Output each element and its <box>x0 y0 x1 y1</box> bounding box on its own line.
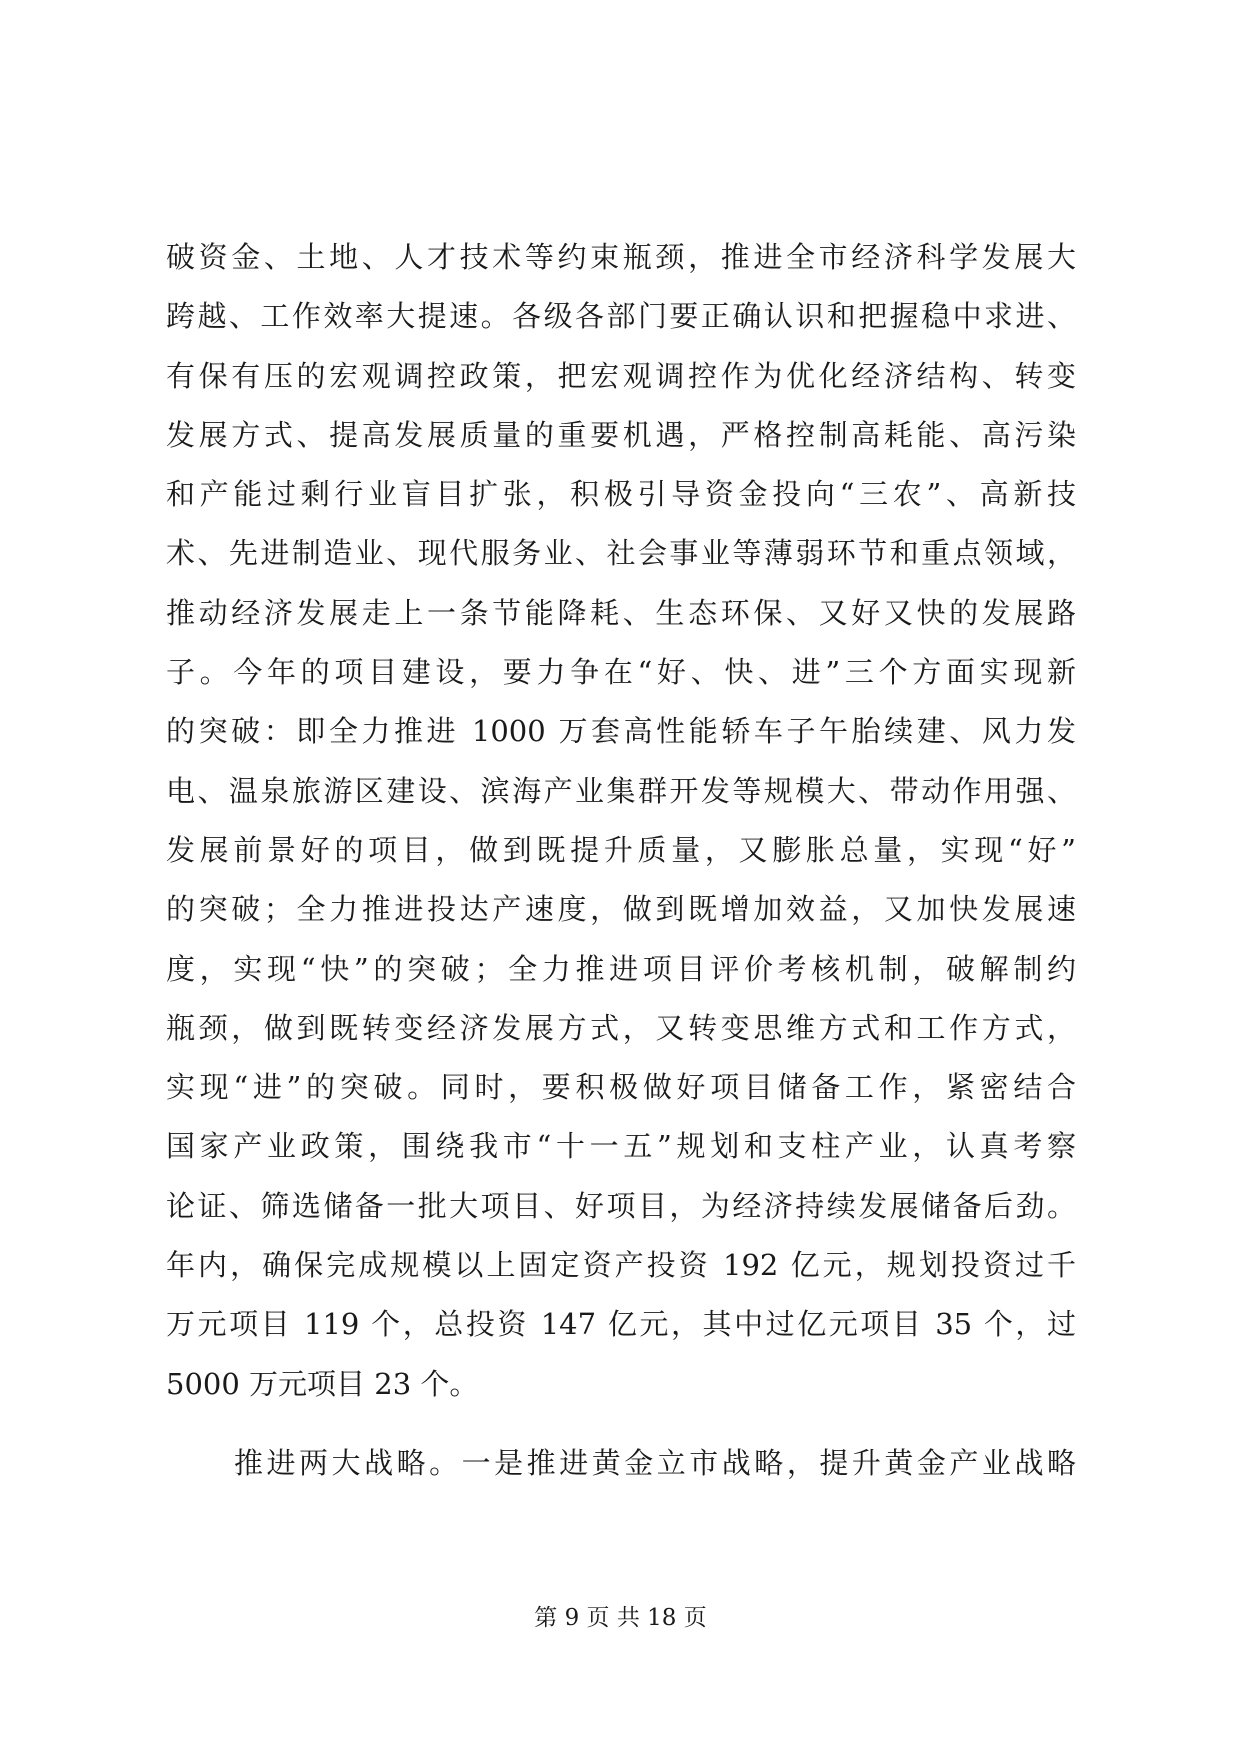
text-line: 发展方式、提高发展质量的重要机遇，严格控制高耗能、高污染 <box>166 417 1076 452</box>
paragraph-spacer <box>166 1414 1076 1434</box>
text-line: 实现“进”的突破。同时，要积极做好项目储备工作，紧密结合 <box>166 1070 1076 1105</box>
body-text <box>166 228 1076 1493</box>
page-footer: 第 9 页 共 18 页 <box>534 1605 707 1631</box>
paragraph-2 <box>166 1434 1076 1493</box>
text-line: 跨越、工作效率大提速。各级各部门要正确认识和把握稳中求进、 <box>166 299 1076 334</box>
text-line: 5000 万元项目 23 个。 <box>166 1366 479 1401</box>
text-line: 国家产业政策，围绕我市“十一五”规划和支柱产业，认真考察 <box>166 1129 1076 1164</box>
text-line: 的突破；全力推进投达产速度，做到既增加效益，又加快发展速 <box>166 892 1076 927</box>
text-line: 电、温泉旅游区建设、滨海产业集群开发等规模大、带动作用强、 <box>166 773 1076 808</box>
text-line: 发展前景好的项目，做到既提升质量，又膨胀总量，实现“好” <box>166 832 1076 867</box>
text-line: 推动经济发展走上一条节能降耗、生态环保、又好又快的发展路 <box>166 595 1076 630</box>
text-line: 子。今年的项目建设，要力争在“好、快、进”三个方面实现新 <box>166 655 1076 690</box>
text-line: 推进两大战略。一是推进黄金立市战略，提升黄金产业战略 <box>234 1445 1076 1480</box>
text-line: 年内，确保完成规模以上固定资产投资 192 亿元，规划投资过千 <box>166 1248 1076 1283</box>
text-line: 破资金、土地、人才技术等约束瓶颈，推进全市经济科学发展大 <box>166 240 1076 274</box>
text-line: 术、先进制造业、现代服务业、社会事业等薄弱环节和重点领域， <box>166 536 1076 571</box>
text-line: 万元项目 119 个，总投资 147 亿元，其中过亿元项目 35 个，过 <box>166 1307 1076 1342</box>
text-line: 有保有压的宏观调控政策，把宏观调控作为优化经济结构、转变 <box>166 358 1076 393</box>
text-line: 和产能过剩行业盲目扩张，积极引导资金投向“三农”、高新技 <box>166 477 1076 512</box>
paragraph-1 <box>166 228 1076 1414</box>
text-line: 度，实现“快”的突破；全力推进项目评价考核机制，破解制约 <box>166 951 1076 986</box>
text-line: 的突破：即全力推进 1000 万套高性能轿车子午胎续建、风力发 <box>166 714 1076 749</box>
text-line: 论证、筛选储备一批大项目、好项目，为经济持续发展储备后劲。 <box>166 1188 1076 1223</box>
text-line: 瓶颈，做到既转变经济发展方式，又转变思维方式和工作方式， <box>166 1010 1076 1045</box>
